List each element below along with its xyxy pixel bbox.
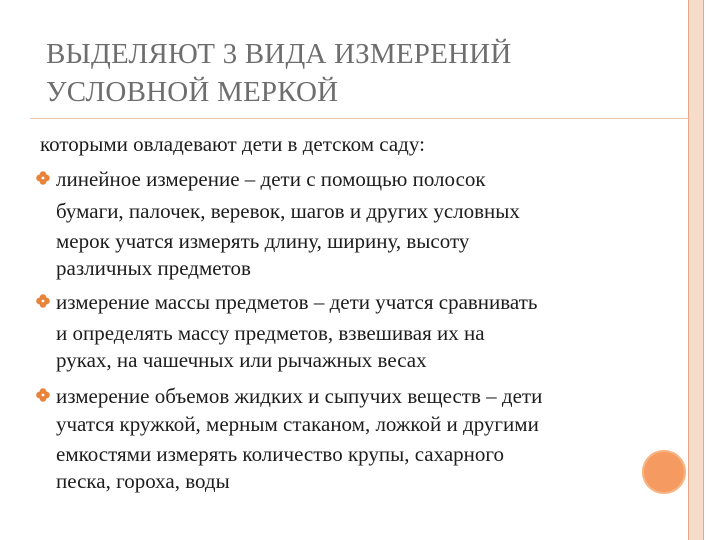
decorative-orange-circle [642,450,686,494]
list-item-3-line-4: песка, гороха, воды [56,469,230,493]
intro-text: которыми овладевают дети в детском саду: [40,132,425,156]
list-item-3-line-1: измерение объемов жидких и сыпучих веществ – дети [56,384,543,408]
slide-title-line-1: ВЫДЕЛЯЮТ 3 ВИДА ИЗМЕРЕНИЙ [46,38,512,70]
slide-title-line-2: УСЛОВНОЙ МЕРКОЙ [46,76,339,108]
list-item-1-line-2: бумаги, палочек, веревок, шагов и других условных [56,199,520,223]
list-item-2-line-1: измерение массы предметов – дети учатся сравнивать [56,290,538,314]
list-item-2-line-3: руках, на чашечных или рычажных весах [56,348,427,372]
four-leaf-bullet-icon [36,171,50,185]
list-item-1-line-4: различных предметов [56,256,251,280]
list-item-3-line-3: емкостями измерять количество крупы, сахарного [56,442,504,466]
four-leaf-bullet-icon [36,388,50,402]
list-item-3-line-2: учатся кружкой, мерным стаканом, ложкой и другими [56,412,539,436]
title-divider [30,118,690,119]
list-item-1-line-1: линейное измерение – дети с помощью полосок [56,167,486,191]
list-item-2-line-2: и определять массу предметов, взвешивая их на [56,321,485,345]
decorative-side-band [688,0,704,540]
four-leaf-bullet-icon [36,294,50,308]
list-item-1-line-3: мерок учатся измерять длину, ширину, высоту [56,229,470,253]
